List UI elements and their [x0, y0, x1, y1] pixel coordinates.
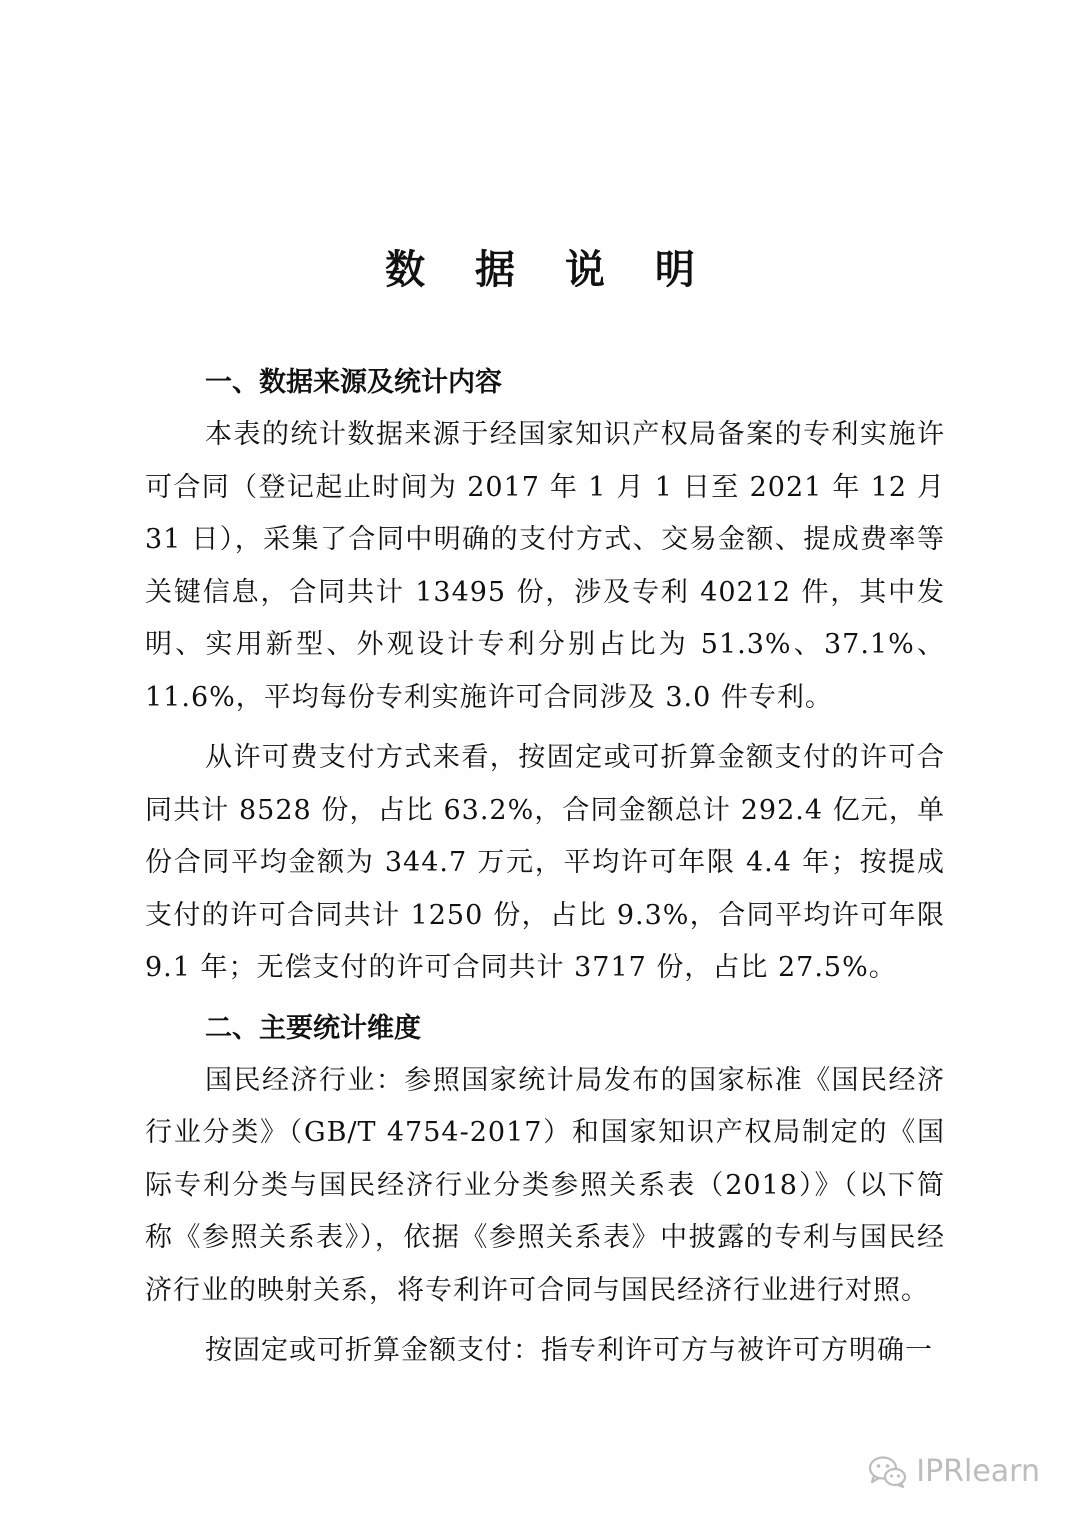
page-title: 数 据 说 明	[385, 247, 713, 293]
paragraph: 本表的统计数据来源于经国家知识产权局备案的专利实施许可合同（登记起止时间为 2017 年 1 月 1 日至 2021 年 12 月 31 日），采集了合同中明确的支付方式、交易金额、提成费率等关键信息，合同共计 13495 份，涉及专利 40212 件，其中发明、实用新型、外观设计专利分别占比为 51.3%、37.1%、11.6%，平均每份专利实施许可合同涉及 3.0 件专利。	[145, 419, 945, 713]
paragraph: 按固定或可折算金额支付：指专利许可方与被许可方明确一	[205, 1335, 933, 1366]
watermark	[868, 1454, 1040, 1489]
wechat-icon	[868, 1455, 908, 1489]
section-data-source	[145, 357, 945, 995]
section-heading: 二、主要统计维度	[205, 1012, 421, 1044]
section-heading: 一、数据来源及统计内容	[205, 367, 502, 398]
watermark-text: IPRlearn	[916, 1454, 1040, 1489]
document-body	[145, 357, 945, 1378]
section-dimensions	[145, 1003, 945, 1378]
paragraph: 从许可费支付方式来看，按固定或可折算金额支付的许可合同共计 8528 份，占比 63.2%，合同金额总计 292.4 亿元，单份合同平均金额为 344.7 万元，平均许可年限 4.4 年；按提成支付的许可合同共计 1250 份，占比 9.3%，合同平均许可年限 9.1 年；无偿支付的许可合同共计 3717 份，占比 27.5%。	[145, 742, 945, 983]
paragraph: 国民经济行业：参照国家统计局发布的国家标准《国民经济行业分类》（GB/T 4754-2017）和国家知识产权局制定的《国际专利分类与国民经济行业分类参照关系表（2018）》（以下简称《参照关系表》），依据《参照关系表》中披露的专利与国民经济行业的映射关系，将专利许可合同与国民经济行业进行对照。	[145, 1064, 945, 1306]
